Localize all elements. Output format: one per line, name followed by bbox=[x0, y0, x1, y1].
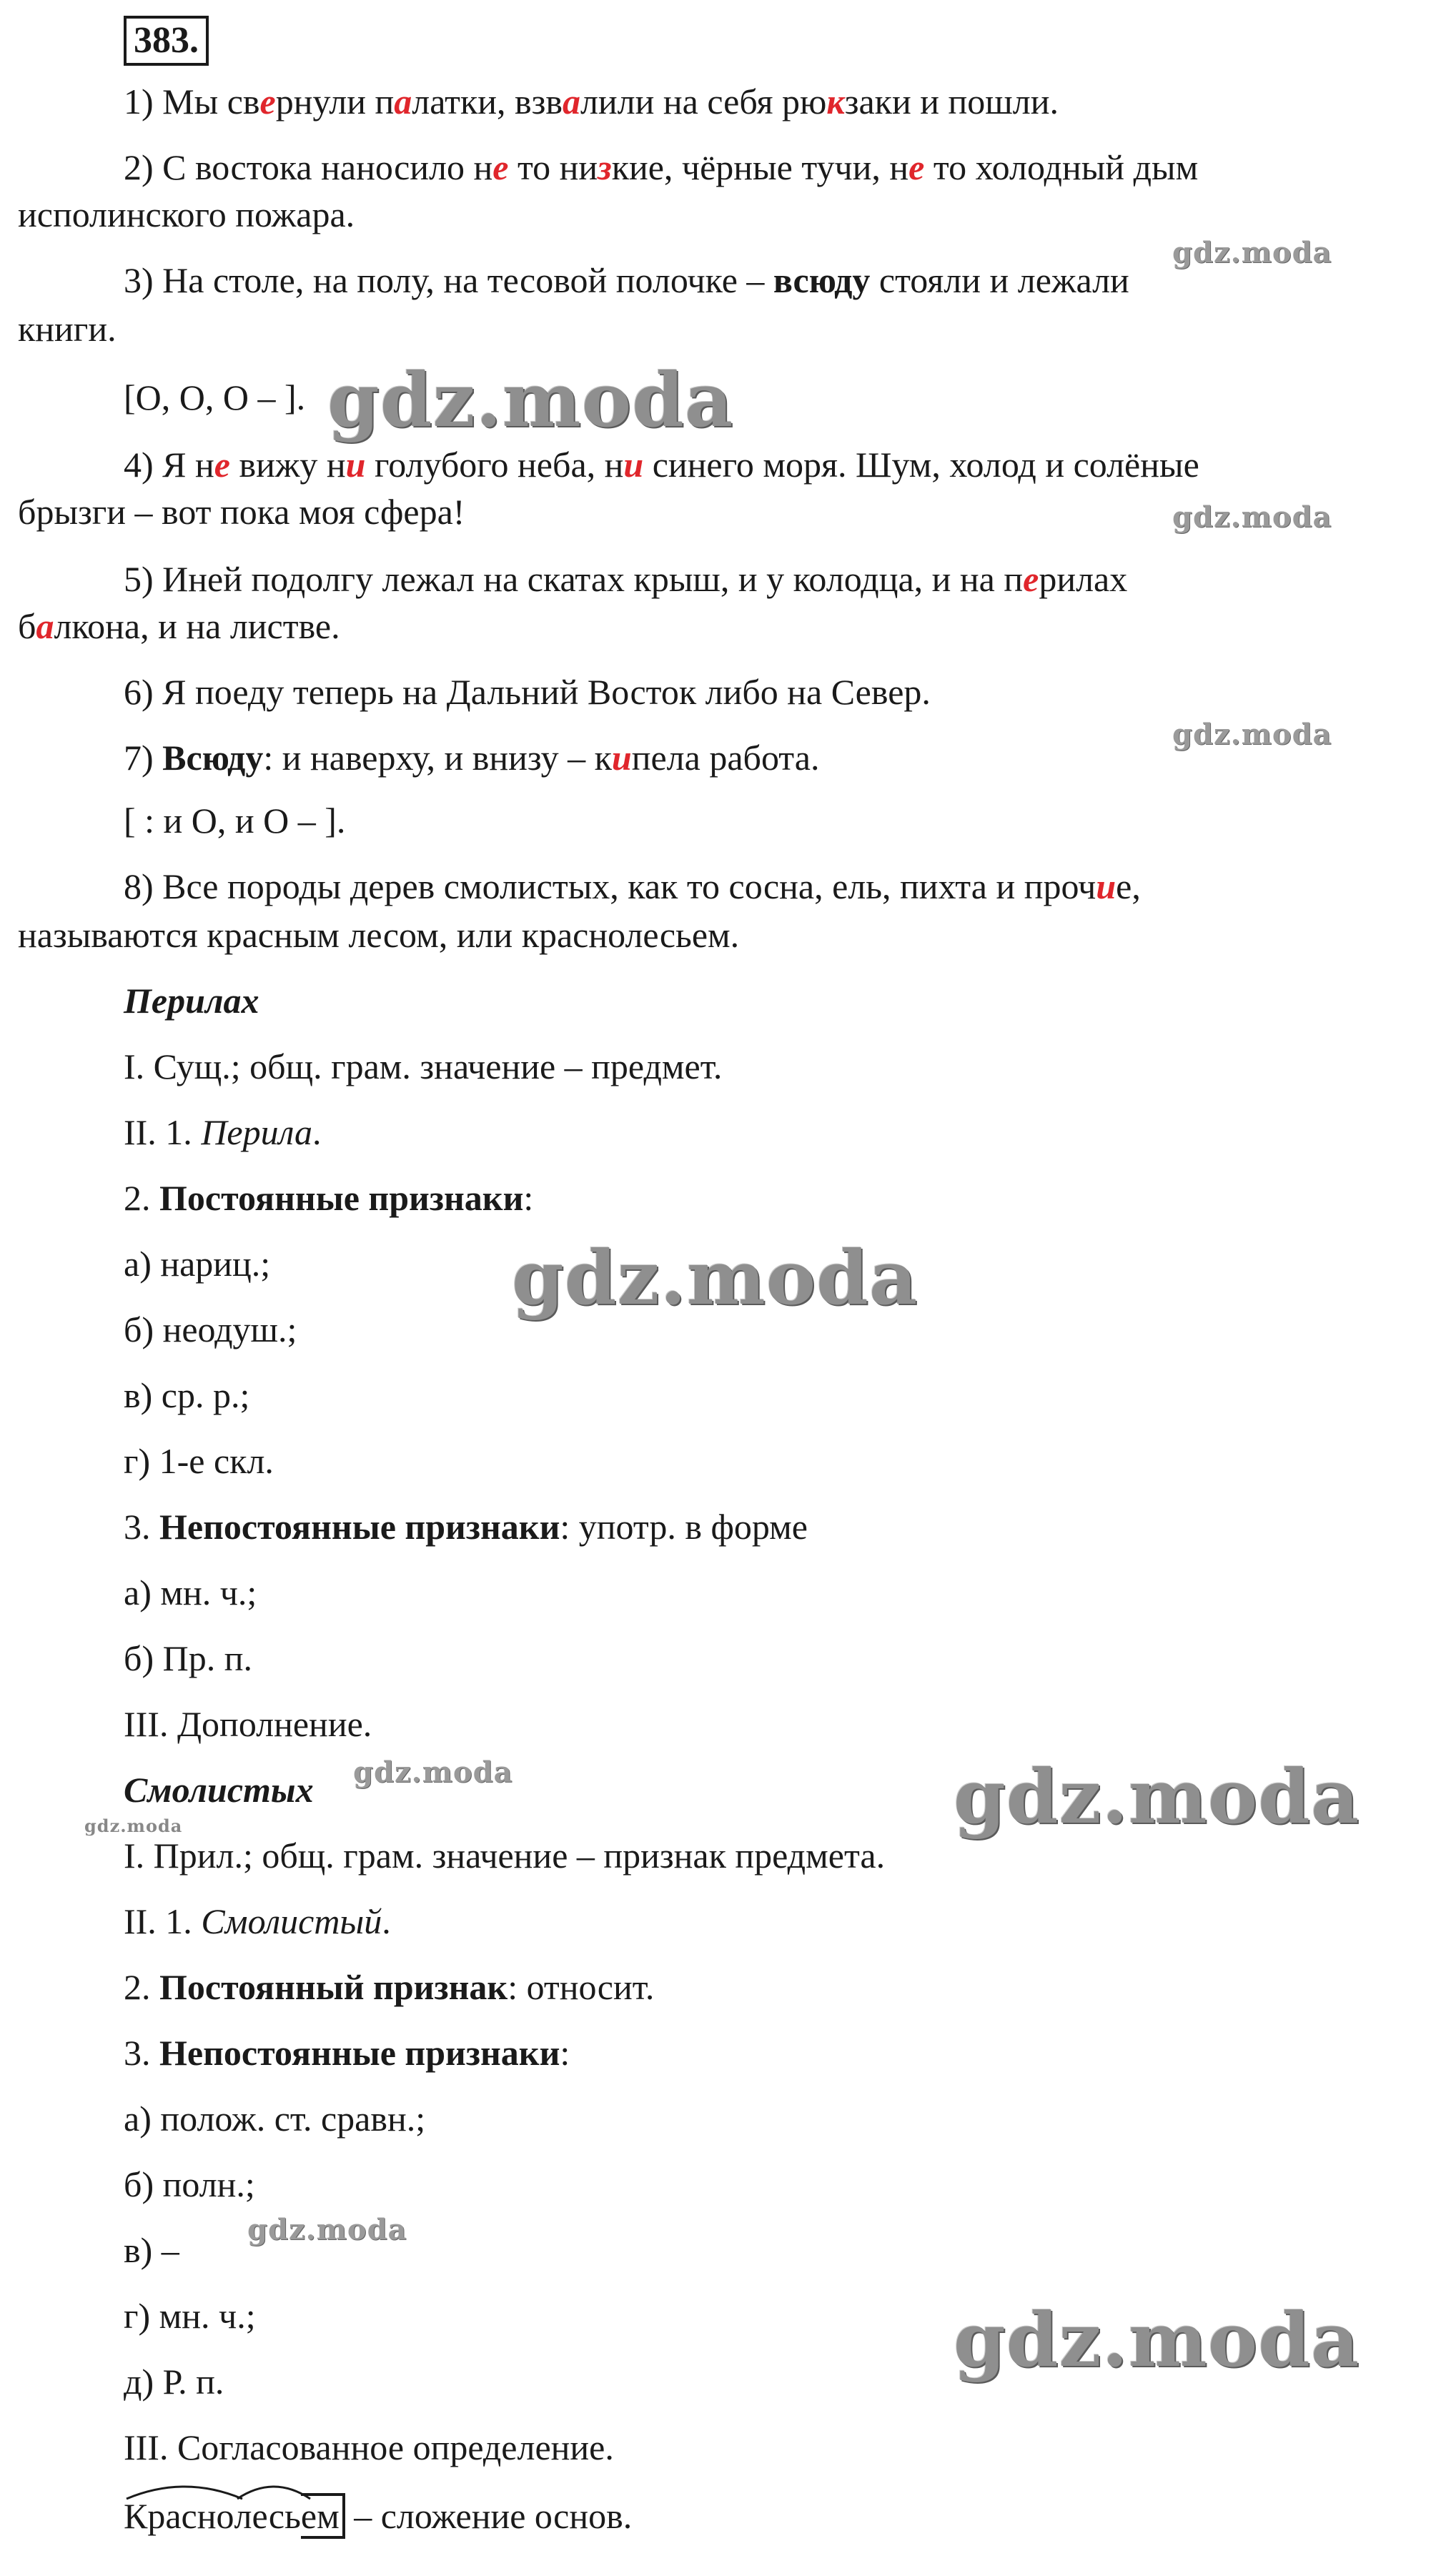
sentence-7-scheme: [ : и О, и О – ]. bbox=[124, 801, 346, 841]
sentence-5-cont: балкона, и на листве. bbox=[18, 606, 340, 646]
watermark: gdz.moda bbox=[353, 1755, 513, 1789]
sentence-8: 8) Все породы дерев смолистых, как то сосна, ель, пихта и прочие, bbox=[124, 866, 1141, 906]
analysis-2-title: Смолистых bbox=[124, 1770, 314, 1810]
root-arc-icon bbox=[124, 2479, 245, 2500]
analysis-1-line-9: а) мн. ч.; bbox=[124, 1572, 257, 1613]
analysis-1-title: Перилах bbox=[124, 981, 259, 1021]
analysis-1-line-1: I. Сущ.; общ. грам. значение – предмет. bbox=[124, 1046, 723, 1086]
watermark: gdz.moda bbox=[84, 1815, 183, 1836]
analysis-2-line-4: 3. Непостоянные признаки: bbox=[124, 2033, 570, 2073]
ending-box: ем bbox=[301, 2493, 345, 2539]
word-formation: Красно лесьем – сложение основ. bbox=[124, 2495, 632, 2537]
analysis-1-line-2: II. 1. Перила. bbox=[124, 1112, 322, 1152]
sentence-2-cont: исполинского пожара. bbox=[18, 194, 355, 234]
root-2: лесь bbox=[234, 2495, 301, 2537]
root-1: Красно bbox=[124, 2495, 234, 2537]
analysis-2-line-6: б) полн.; bbox=[124, 2164, 255, 2204]
sentence-3: 3) На столе, на полу, на тесовой полочке – всюду стояли и лежали bbox=[124, 260, 1129, 300]
sentence-3-scheme: [О, О, О – ]. bbox=[124, 377, 306, 417]
sentence-3-cont: книги. bbox=[18, 309, 117, 349]
analysis-2-line-3: 2. Постоянный признак: относит. bbox=[124, 1967, 655, 2007]
analysis-2-line-10: III. Согласованное определение. bbox=[124, 2427, 614, 2467]
watermark: gdz.moda bbox=[512, 1234, 918, 1322]
watermark: gdz.moda bbox=[954, 2296, 1360, 2384]
sentence-7: 7) Всюду: и наверху, и внизу – кипела работа. bbox=[124, 738, 820, 778]
exercise-number: 383. bbox=[124, 16, 209, 66]
analysis-2-line-5: а) полож. ст. сравн.; bbox=[124, 2099, 426, 2139]
analysis-1-line-4: а) нариц.; bbox=[124, 1244, 271, 1284]
sentence-4: 4) Я не вижу ни голубого неба, ни синего моря. Шум, холод и солёные bbox=[124, 445, 1199, 485]
watermark: gdz.moda bbox=[1172, 500, 1332, 534]
analysis-2-line-9: д) Р. п. bbox=[124, 2362, 224, 2402]
sentence-2: 2) С востока наносило не то низкие, чёрные тучи, не то холодный дым bbox=[124, 147, 1199, 187]
watermark: gdz.moda bbox=[247, 2213, 407, 2246]
sentence-8-cont: называются красным лесом, или краснолесьем. bbox=[18, 915, 740, 955]
watermark: gdz.moda bbox=[1172, 236, 1332, 269]
analysis-1-line-8: 3. Непостоянные признаки: употр. в форме bbox=[124, 1507, 808, 1547]
watermark: gdz.moda bbox=[954, 1753, 1360, 1841]
analysis-2-line-1: I. Прил.; общ. грам. значение – признак предмета. bbox=[124, 1836, 886, 1876]
root-arc-icon bbox=[234, 2479, 313, 2500]
analysis-1-line-6: в) ср. р.; bbox=[124, 1375, 250, 1415]
sentence-4-cont: брызги – вот пока моя сфера! bbox=[18, 492, 465, 532]
analysis-1-line-10: б) Пр. п. bbox=[124, 1638, 252, 1678]
analysis-2-line-7: в) – bbox=[124, 2230, 179, 2270]
sentence-5: 5) Иней подолгу лежал на скатах крыш, и у колодца, и на перилах bbox=[124, 559, 1128, 599]
analysis-1-line-3: 2. Постоянные признаки: bbox=[124, 1178, 534, 1218]
sentence-1: 1) Мы свернули палатки, взвалили на себя рюкзаки и пошли. bbox=[124, 81, 1059, 122]
analysis-2-line-2: II. 1. Смолистый. bbox=[124, 1901, 391, 1941]
analysis-1-line-5: б) неодуш.; bbox=[124, 1309, 297, 1349]
watermark: gdz.moda bbox=[1172, 718, 1332, 751]
analysis-2-line-8: г) мн. ч.; bbox=[124, 2296, 256, 2336]
analysis-1-line-11: III. Дополнение. bbox=[124, 1704, 372, 1744]
sentence-6: 6) Я поеду теперь на Дальний Восток либо на Север. bbox=[124, 672, 931, 712]
analysis-1-line-7: г) 1-е скл. bbox=[124, 1441, 274, 1481]
watermark: gdz.moda bbox=[327, 356, 734, 444]
